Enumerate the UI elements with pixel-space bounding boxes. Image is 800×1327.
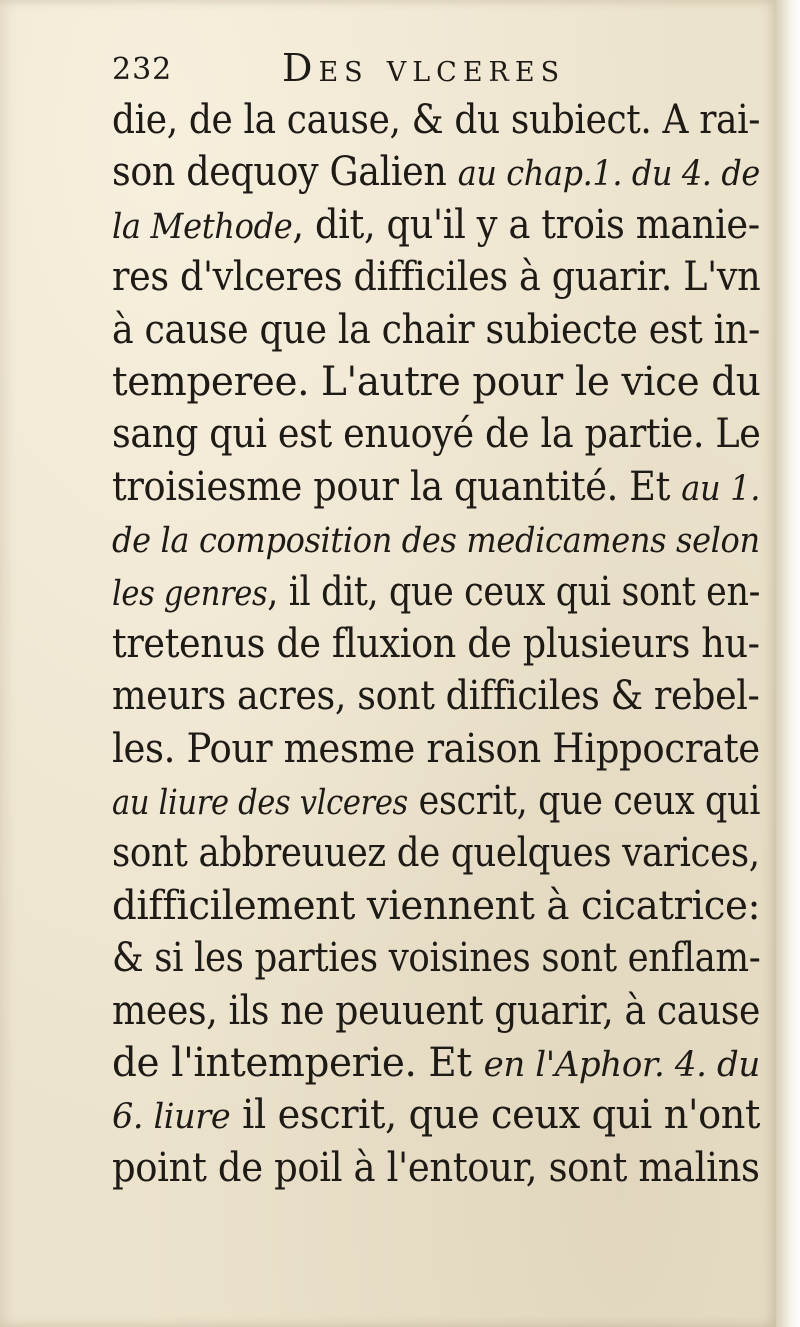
text-line — [112, 251, 761, 303]
page-header — [112, 44, 772, 94]
text-line — [112, 775, 761, 827]
text-segment: de l'intemperie. Et — [112, 1040, 484, 1087]
italic-segment: 6. liure — [112, 1097, 231, 1138]
italic-segment: la Methode — [112, 206, 293, 247]
text-segment: , il dit, que ceux qui sont en- — [267, 568, 761, 615]
text-line — [112, 94, 761, 146]
italic-segment: les genres — [112, 573, 268, 614]
page-edge — [776, 0, 800, 1327]
italic-segment: de la composition des medicamens selon — [112, 521, 760, 562]
running-head: Des vlceres — [282, 46, 566, 90]
text-line — [112, 827, 760, 879]
text-segment: difficilement viennent à cicatrice: — [112, 882, 761, 929]
text-segment: escrit, que ceux qui — [407, 778, 761, 825]
text-block — [112, 44, 772, 1194]
text-line — [112, 146, 760, 198]
text-line — [112, 566, 761, 618]
text-segment: temperee. L'autre pour le vice du — [112, 358, 761, 405]
text-line — [112, 461, 761, 513]
italic-segment: au chap.1. du 4. de — [457, 154, 760, 195]
text-segment: à cause que la chair subiecte est in- — [112, 306, 760, 353]
text-line — [112, 408, 761, 460]
text-line — [112, 670, 760, 722]
page-number: 232 — [112, 52, 173, 87]
body-text — [112, 94, 772, 1194]
text-segment: sont abbreuuez de quelques varices, — [112, 830, 760, 877]
text-line — [112, 1142, 760, 1194]
text-segment: res d'vlceres difficiles à guarir. L'vn — [112, 254, 761, 301]
text-segment: sang qui est enuoyé de la partie. Le — [112, 411, 761, 458]
text-segment: mees, ils ne peuuent guarir, à cause — [112, 987, 761, 1034]
text-line — [112, 356, 761, 408]
text-segment: die, de la cause, & du subiect. A rai- — [112, 97, 761, 143]
text-segment: les. Pour mesme raison Hippocrate — [112, 725, 760, 772]
text-segment: , dit, qu'il y a trois manie- — [292, 201, 760, 248]
italic-segment: en l'Aphor. 4. du — [483, 1045, 760, 1086]
text-line — [112, 723, 760, 775]
text-segment: & si les parties voisines sont enflam- — [112, 935, 761, 982]
italic-segment: au 1. — [681, 468, 761, 509]
text-line — [112, 880, 761, 932]
text-line — [112, 618, 760, 670]
text-line — [112, 1089, 761, 1141]
italic-segment: au liure des vlceres — [112, 783, 408, 824]
text-segment: troisiesme pour la quantité. Et — [112, 463, 682, 510]
text-line — [112, 199, 760, 251]
text-segment: il escrit, que ceux qui n'ont — [230, 1092, 761, 1139]
text-line — [112, 985, 761, 1037]
text-segment: son dequoy Galien — [112, 149, 458, 196]
text-line — [112, 932, 761, 984]
text-segment: tretenus de fluxion de plusieurs hu- — [112, 620, 760, 667]
text-line — [112, 1037, 760, 1089]
text-line — [112, 513, 760, 565]
text-segment: point de poil à l'entour, sont malins — [112, 1144, 760, 1191]
text-segment: meurs acres, sont difficiles & rebel- — [112, 673, 760, 720]
text-line — [112, 304, 760, 356]
